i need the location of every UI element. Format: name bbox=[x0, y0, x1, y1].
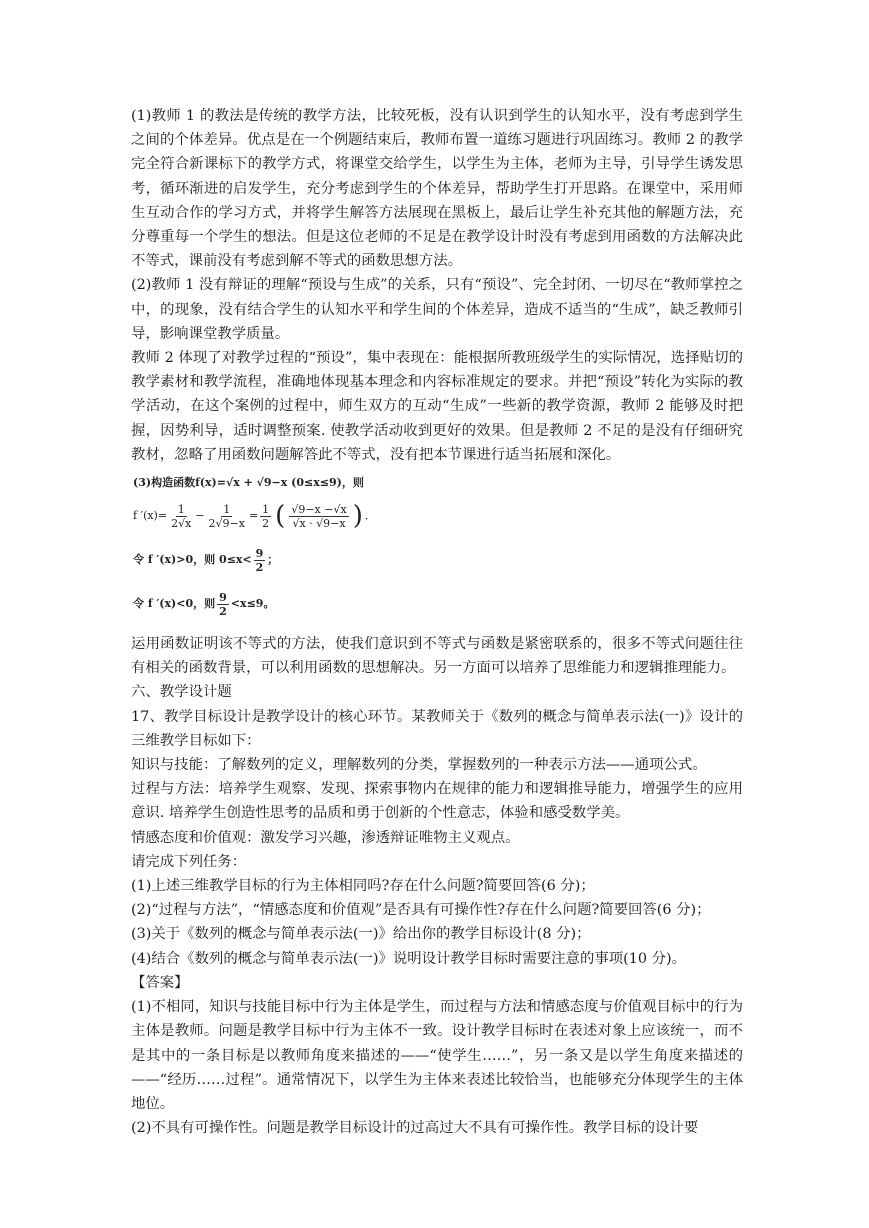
task-4: (4)结合《数列的概念与简单表示法(一)》说明设计教学目标时需要注意的事项(10 分)。 bbox=[131, 950, 687, 967]
objective-attitude: 情感态度和价值观：激发学习兴趣，渗透辩证唯物主义观点。 bbox=[131, 829, 520, 846]
answer-paragraph-2: (2)教师 1 没有辩证的理解“预设与生成”的关系，只有“预设”、完全封闭、一切尽在“教师掌控之中，的现象，没有结合学生的认知水平和学生间的个体差异，造成不适当的“生成”，缺乏教师引导，影响课堂教学质量。 bbox=[131, 277, 743, 342]
derivative-lhs: f ′(x)= bbox=[133, 508, 168, 522]
math-line-increasing: 令 f ′(x)>0，则 0≤x< $\frac{9}{2}$ ； bbox=[133, 546, 279, 574]
nine-halves-fraction: $\frac{9}{2}$ bbox=[219, 590, 227, 618]
answer-1: (1)不相同，知识与技能目标中行为主体是学生，而过程与方法和情感态度与价值观目标中的行为主体是教师。问题是教学目标中行为主体不一致。设计教学目标时在表述对象上应该统一，而不是其中的一条目标是以教师角度来描述的——“使学生……”，另一条又是以学生角度来描述的——“经历……过程”。通常情况下，以学生为主体来表述比较恰当，也能够充分体现学生的主体地位。 bbox=[131, 999, 743, 1112]
math-derivation-figure bbox=[133, 472, 743, 626]
section-heading: 六、教学设计题 bbox=[131, 684, 232, 701]
derivative-half: $\frac{1}{2}$ bbox=[262, 502, 270, 530]
derivative-fraction-2: $\frac{1}{2√9-x}$ bbox=[208, 502, 245, 530]
task-3: (3)关于《数列的概念与简单表示法(一)》给出你的教学目标设计(8 分)； bbox=[131, 926, 591, 943]
objective-process: 过程与方法：培养学生观察、发现、探索事物内在规律的能力和逻辑推导能力，增强学生的应用意识. 培养学生创造性思考的品质和勇于创新的个性意志，体验和感受数学美。 bbox=[131, 781, 743, 822]
right-paren: ) bbox=[352, 501, 363, 532]
document-body bbox=[131, 104, 743, 1140]
left-paren: ( bbox=[275, 501, 286, 532]
math-line-construct-function: (3)构造函数f(x)=√x + √9−x (0≤x≤9)，则 bbox=[133, 475, 364, 489]
answer-2: (2)不具有可操作性。问题是教学目标设计的过高过大不具有可操作性。教学目标的设计要 bbox=[131, 1120, 699, 1137]
derivative-fraction-1: $\frac{1}{2√x}$ bbox=[171, 502, 192, 530]
task-1: (1)上述三维教学目标的行为主体相同吗?存在什么问题?简要回答(6 分)； bbox=[131, 878, 595, 895]
math-line-derivative bbox=[133, 494, 743, 538]
derivative-minus: − bbox=[195, 508, 205, 522]
question-17-stem: 17、教学目标设计是教学设计的核心环节。某教师关于《数列的概念与简单表示法(一)》设计的三维教学目标如下： bbox=[131, 708, 743, 749]
objective-knowledge: 知识与技能：了解数列的定义，理解数列的分类，掌握数列的一种表示方法——通项公式。 bbox=[131, 757, 707, 774]
answer-paragraph-1: (1)教师 1 的教法是传统的教学方法，比较死板，没有认识到学生的认知水平，没有考虑到学生之间的个体差异。优点是在一个例题结束后，教师布置一道练习题进行巩固练习。教师 2 的教学完全符合新课标下的教学方式，将课堂交给学生，以学生为主体，老师为主导，引导学生诱发思考，循环渐进的启发学生，充分考虑到学生的个体差异，帮助学生打开思路。在课堂中，采用师生互动合作的学习方式，并将学生解答方法展现在黑板上，最后让学生补充其他的解题方法，充分尊重每一个学生的想法。但是这位老师的不足是在教学设计时没有考虑到用函数的方法解决此不等式，课前没有考虑到解不等式的函数思想方法。 bbox=[131, 108, 743, 270]
summary-paragraph: 运用函数证明该不等式的方法，使我们意识到不等式与函数是紧密联系的，很多不等式问题往往有相关的函数背景，可以利用函数的思想解决。另一方面可以培养了思维能力和逻辑推理能力。 bbox=[131, 636, 743, 677]
nine-halves-fraction: $\frac{9}{2}$ bbox=[255, 546, 264, 574]
answer-paragraph-3: 教师 2 体现了对教学过程的“预设”，集中表现在：能根据所教班级学生的实际情况，选择贴切的教学素材和教学流程，准确地体现基本理念和内容标准规定的要求。并把“预设”转化为实际的教学活动，在这个案例的过程中，师生双方的互动“生成”一些新的教学资源，教师 2 能够及时把握，因势利导，适时调整预案. 使教学活动收到更好的效果。但是教师 2 不足的是没有仔细研究教材，忽略了用函数问题解答此不等式，没有把本节课进行适当拓展和深化。 bbox=[131, 350, 743, 463]
task-2: (2)“过程与方法”，“情感态度和价值观”是否具有可操作性?存在什么问题?简要回答(6 分)； bbox=[131, 902, 711, 919]
math-line-decreasing: 令 f ′(x)<0，则 $\frac{9}{2}$ <x≤9。 bbox=[133, 590, 275, 618]
derivative-equals: = bbox=[248, 508, 259, 522]
tasks-heading: 请完成下列任务： bbox=[131, 853, 247, 870]
derivative-end: ． bbox=[364, 508, 376, 522]
derivative-fraction-3: $\frac{√9-x -√x}{√x \cdot √9-x}$ bbox=[291, 502, 347, 530]
answer-heading: 【答案】 bbox=[131, 974, 189, 991]
